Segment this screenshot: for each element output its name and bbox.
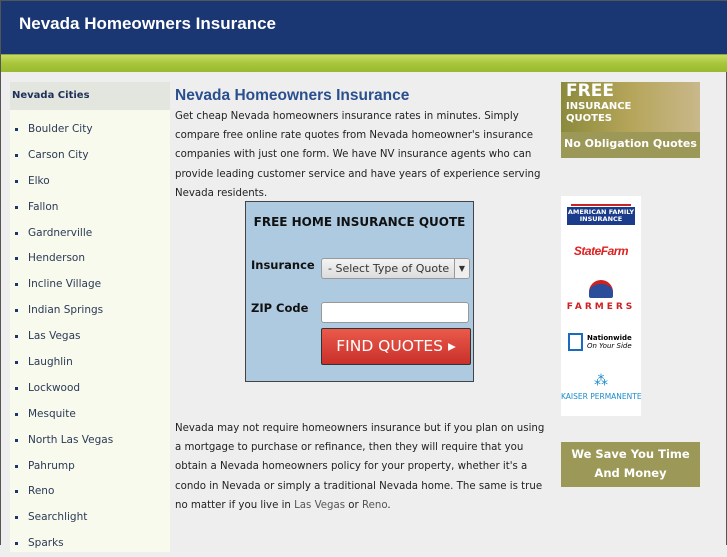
sidebar-item-elko[interactable]: Elko [10, 169, 170, 195]
link-las-vegas[interactable]: Las Vegas [294, 499, 346, 511]
body-end: . [387, 499, 391, 511]
sidebar-item-laughlin[interactable]: Laughlin [10, 350, 170, 376]
select-value: - Select Type of Quote [328, 262, 450, 275]
sidebar-item-reno[interactable]: Reno [10, 479, 170, 505]
insurance-type-select[interactable] [321, 258, 470, 279]
sidebar-item-henderson[interactable]: Henderson [10, 246, 170, 272]
link-reno[interactable]: Reno [361, 499, 388, 511]
find-quotes-label: FIND QUOTES [336, 337, 444, 355]
site-header [1, 0, 727, 54]
quote-form-title: FREE HOME INSURANCE QUOTE [253, 215, 466, 229]
insurer-logos [561, 196, 641, 416]
site-title[interactable]: Nevada Homeowners Insurance [19, 14, 276, 33]
body-text: Nevada may not require homeowners insurance but if you plan on using a mortgage to purchase or refinance, then they will require that you obtain a Nevada homeowners policy for your property, whether it's a condo in Nevada or simply a traditional Nevada home. The same is true no matter if you live in [175, 423, 545, 511]
page-title: Nevada Homeowners Insurance [175, 87, 410, 104]
ad-no-obligation: No Obligation Quotes [564, 137, 697, 150]
kaiser-permanente-logo: ⁂ KAISER PERMANENTE [561, 373, 642, 401]
sidebar-item-north-las-vegas[interactable]: North Las Vegas [10, 428, 170, 454]
sidebar-item-pahrump[interactable]: Pahrump [10, 454, 170, 480]
play-arrow-icon: ▸ [447, 337, 456, 355]
farmers-logo: FARMERS [561, 280, 641, 312]
city-list [10, 110, 170, 557]
statefarm-logo: StateFarm [573, 244, 629, 258]
sidebar-item-boulder-city[interactable]: Boulder City [10, 117, 170, 143]
ad-insurance-quotes-text: INSURANCE QUOTES [566, 101, 632, 124]
chevron-down-icon: ▼ [454, 259, 469, 278]
sidebar-item-carson-city[interactable]: Carson City [10, 143, 170, 169]
sidebar [10, 82, 170, 552]
nationwide-logo: Nationwide On Your Side [561, 333, 641, 352]
sidebar-item-sparks[interactable]: Sparks [10, 531, 170, 557]
sidebar-item-las-vegas[interactable]: Las Vegas [10, 324, 170, 350]
find-quotes-button[interactable] [321, 328, 471, 365]
sidebar-heading: Nevada Cities [10, 82, 170, 110]
sidebar-item-mesquite[interactable]: Mesquite [10, 402, 170, 428]
sidebar-item-searchlight[interactable]: Searchlight [10, 505, 170, 531]
american-family-logo: AMERICAN FAMILY INSURANCE [561, 204, 641, 225]
sidebar-item-indian-springs[interactable]: Indian Springs [10, 298, 170, 324]
body-or: or [345, 499, 362, 511]
free-quotes-ad[interactable] [561, 82, 700, 158]
insurance-label: Insurance [251, 258, 315, 272]
sidebar-item-gardnerville[interactable]: Gardnerville [10, 221, 170, 247]
sidebar-item-incline-village[interactable]: Incline Village [10, 272, 170, 298]
zip-label: ZIP Code [251, 301, 309, 315]
sidebar-item-fallon[interactable]: Fallon [10, 195, 170, 221]
quote-form [245, 201, 474, 382]
ad-free-text: FREE [566, 81, 614, 101]
intro-paragraph: Get cheap Nevada homeowners insurance rates in minutes. Simply compare free online rate quotes from Nevada homeowner's insurance companies with just one form. We have NV insurance agents who can provide leading customer service and have years of experience serving Nevada residents. [175, 111, 541, 199]
sidebar-item-lockwood[interactable]: Lockwood [10, 376, 170, 402]
save-time-ad[interactable]: We Save You Time And Money [561, 442, 700, 487]
header-band [1, 54, 727, 72]
body-paragraph [175, 419, 545, 515]
zip-code-input[interactable] [321, 302, 469, 323]
